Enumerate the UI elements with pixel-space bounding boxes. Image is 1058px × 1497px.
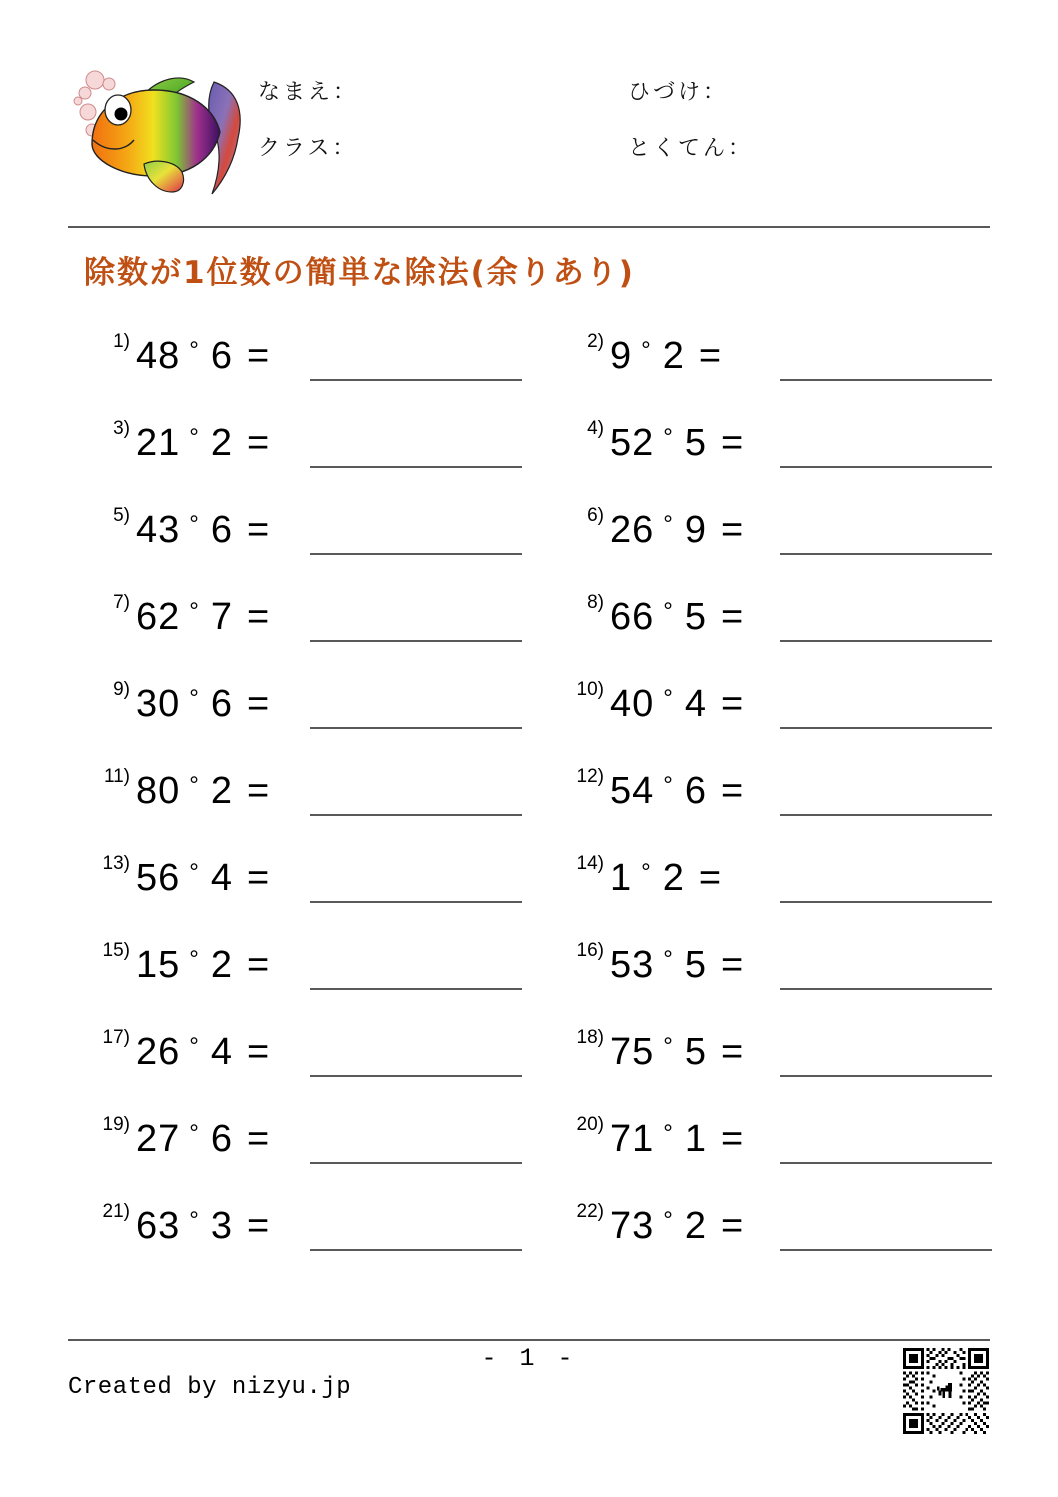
problem-expression [136,1020,270,1079]
equals-sign: = [247,335,271,377]
division-operator-icon: ° [663,1207,674,1234]
answer-blank[interactable] [310,640,522,642]
division-operator-icon: ° [663,1033,674,1060]
answer-blank[interactable] [310,727,522,729]
problem-row [0,496,1058,583]
problem-expression [610,1194,744,1253]
dividend: 21 [136,422,181,464]
answer-blank[interactable] [780,1249,992,1251]
divisor: 2 [210,944,234,986]
divisor: 4 [210,857,234,899]
problem-expression [136,324,270,383]
division-operator-icon: ° [189,1033,200,1060]
problem-row [0,757,1058,844]
answer-blank[interactable] [780,553,992,555]
answer-blank[interactable] [780,727,992,729]
problem-expression [610,759,744,818]
equals-sign: = [247,422,271,464]
problem-item [552,757,1004,844]
problem-item [78,1105,530,1192]
problem-item [552,583,1004,670]
problem-item [78,1192,530,1279]
equals-sign: = [721,1118,745,1160]
answer-blank[interactable] [780,988,992,990]
problem-row [0,931,1058,1018]
problem-expression [610,1020,744,1079]
answer-blank[interactable] [310,901,522,903]
problem-number: 8) [587,592,604,613]
problem-item [552,670,1004,757]
divisor: 4 [210,1031,234,1073]
division-operator-icon: ° [641,337,652,364]
problem-expression [136,1107,270,1166]
equals-sign: = [721,422,745,464]
problem-row [0,844,1058,931]
divisor: 3 [210,1205,234,1247]
problem-item [78,670,530,757]
dividend: 62 [136,596,181,638]
problem-number: 2) [587,331,604,352]
problem-item [78,931,530,1018]
problem-number: 22) [576,1201,604,1222]
division-operator-icon: ° [663,1120,674,1147]
problem-item [552,1192,1004,1279]
problem-expression [610,933,744,992]
equals-sign: = [247,683,271,725]
division-operator-icon: ° [641,859,652,886]
equals-sign: = [721,596,745,638]
answer-blank[interactable] [780,1162,992,1164]
dividend: 53 [610,944,655,986]
problem-row [0,670,1058,757]
problem-row [0,322,1058,409]
equals-sign: = [721,944,745,986]
problem-number: 12) [576,766,604,787]
divisor: 5 [684,422,708,464]
problem-number: 16) [576,940,604,961]
divisor: 6 [210,509,234,551]
problem-expression [610,672,744,731]
equals-sign: = [247,596,271,638]
equals-sign: = [698,857,723,899]
divisor: 5 [684,596,708,638]
equals-sign: = [721,683,745,725]
problem-number: 20) [576,1114,604,1135]
problem-number: 9) [113,679,130,700]
equals-sign: = [721,1205,745,1247]
answer-blank[interactable] [780,1075,992,1077]
dividend: 75 [610,1031,655,1073]
problem-row [0,409,1058,496]
answer-blank[interactable] [780,814,992,816]
problem-expression [136,498,270,557]
divisor: 5 [684,944,708,986]
divisor: 2 [684,1205,708,1247]
dividend: 26 [136,1031,181,1073]
problem-list [0,322,1058,1279]
problem-item [78,409,530,496]
divisor: 2 [662,857,685,899]
problem-item [78,844,530,931]
answer-blank[interactable] [310,1075,522,1077]
problem-item [78,1018,530,1105]
dividend: 40 [610,683,655,725]
dividend: 66 [610,596,655,638]
divisor: 2 [210,770,234,812]
equals-sign: = [247,509,271,551]
divisor: 6 [210,335,234,377]
equals-sign: = [247,1205,271,1247]
answer-blank[interactable] [310,814,522,816]
division-operator-icon: ° [663,772,674,799]
problem-item [78,757,530,844]
answer-blank[interactable] [780,901,992,903]
problem-expression [136,1194,270,1253]
divisor: 1 [684,1118,708,1160]
division-operator-icon: ° [189,1207,200,1234]
dividend: 30 [136,683,181,725]
problem-item [552,496,1004,583]
problem-number: 1) [113,331,130,352]
problem-item [552,844,1004,931]
problem-row [0,1105,1058,1192]
problem-number: 3) [113,418,130,439]
score-field-label: とくてん： [628,135,754,161]
equals-sign: = [247,1031,271,1073]
dividend: 54 [610,770,655,812]
division-operator-icon: ° [663,424,674,451]
answer-blank[interactable] [310,988,522,990]
dividend: 80 [136,770,181,812]
answer-blank[interactable] [310,1162,522,1164]
problem-number: 21) [102,1201,130,1222]
dividend: 26 [610,509,655,551]
division-operator-icon: ° [189,685,200,712]
answer-blank[interactable] [310,1249,522,1251]
rainbow-fish-icon [62,52,258,212]
field-row-class-score [258,118,1018,174]
equals-sign: = [247,1118,271,1160]
problem-expression [136,759,270,818]
divisor: 6 [684,770,708,812]
problem-item [78,583,530,670]
division-operator-icon: ° [189,946,200,973]
problem-item [552,409,1004,496]
problem-expression [610,498,744,557]
dividend: 27 [136,1118,181,1160]
divisor: 7 [210,596,234,638]
equals-sign: = [721,770,745,812]
dividend: 52 [610,422,655,464]
credit-text: Created by nizyu.jp [68,1374,352,1401]
problem-number: 17) [102,1027,130,1048]
problem-row [0,583,1058,670]
division-operator-icon: ° [189,1120,200,1147]
problem-number: 6) [587,505,604,526]
division-operator-icon: ° [189,337,200,364]
answer-blank[interactable] [780,640,992,642]
problem-expression [610,1107,744,1166]
division-operator-icon: ° [663,685,674,712]
problem-expression [610,585,744,644]
problem-number: 10) [576,679,604,700]
equals-sign: = [698,335,723,377]
page-number: - 1 - [481,1344,577,1373]
division-operator-icon: ° [663,946,674,973]
divisor: 6 [210,1118,234,1160]
dividend: 71 [610,1118,655,1160]
class-field-label: クラス： [258,135,358,161]
page-title: 除数が1位数の簡単な除法(余りあり) [84,255,635,291]
problem-item [78,496,530,583]
divisor: 4 [684,683,708,725]
divisor: 2 [210,422,234,464]
problem-expression [136,411,270,470]
divisor: 6 [210,683,234,725]
date-field-label: ひづけ： [628,79,729,105]
problem-item [552,1105,1004,1192]
problem-number: 18) [576,1027,604,1048]
problem-item [552,322,1004,409]
dividend: 9 [610,335,633,377]
header-divider [68,226,990,228]
division-operator-icon: ° [189,772,200,799]
problem-expression [610,324,722,383]
dividend: 1 [610,857,633,899]
answer-blank[interactable] [310,553,522,555]
name-field-label: なまえ： [258,79,359,105]
problem-row [0,1018,1058,1105]
problem-row [0,1192,1058,1279]
problem-expression [136,933,270,992]
answer-blank[interactable] [310,466,522,468]
dividend: 48 [136,335,181,377]
division-operator-icon: ° [663,598,674,625]
problem-expression [136,846,270,905]
division-operator-icon: ° [189,598,200,625]
problem-number: 14) [576,853,604,874]
dividend: 56 [136,857,181,899]
dividend: 73 [610,1205,655,1247]
problem-expression [610,411,744,470]
equals-sign: = [721,509,745,551]
equals-sign: = [247,770,271,812]
student-info-fields [258,62,1018,192]
dividend: 15 [136,944,181,986]
equals-sign: = [721,1031,745,1073]
answer-blank[interactable] [780,466,992,468]
qr-code-icon[interactable] [903,1348,989,1434]
division-operator-icon: ° [189,511,200,538]
division-operator-icon: ° [189,424,200,451]
division-operator-icon: ° [663,511,674,538]
problem-item [78,322,530,409]
problem-number: 7) [113,592,130,613]
footer-divider [68,1339,990,1341]
problem-item [552,1018,1004,1105]
problem-number: 4) [587,418,604,439]
equals-sign: = [247,857,271,899]
worksheet-header [0,0,1058,222]
equals-sign: = [247,944,271,986]
field-row-name-date [258,62,1018,118]
problem-number: 19) [102,1114,130,1135]
divisor: 5 [684,1031,708,1073]
problem-number: 5) [113,505,130,526]
problem-item [552,931,1004,1018]
dividend: 43 [136,509,181,551]
answer-blank[interactable] [310,379,522,381]
answer-blank[interactable] [780,379,992,381]
divisor: 9 [684,509,708,551]
division-operator-icon: ° [189,859,200,886]
problem-expression [136,585,270,644]
divisor: 2 [662,335,685,377]
dividend: 63 [136,1205,181,1247]
problem-expression [136,672,270,731]
problem-number: 13) [102,853,130,874]
problem-number: 15) [102,940,130,961]
problem-expression [610,846,722,905]
problem-number: 11) [103,766,130,787]
